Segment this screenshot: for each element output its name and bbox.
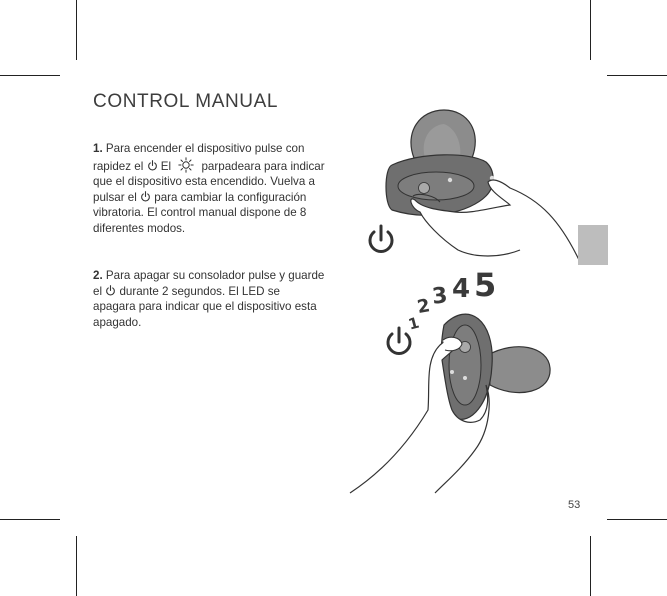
step-1-paragraph xyxy=(93,141,325,237)
crop-mark xyxy=(76,536,77,596)
crop-mark xyxy=(76,0,77,60)
power-icon xyxy=(388,328,410,353)
crop-mark xyxy=(0,75,60,76)
counter-digit: 1 xyxy=(406,313,422,334)
step-1-text: El xyxy=(157,159,175,173)
counter-digit: 3 xyxy=(430,283,449,310)
step-2-number: 2. xyxy=(93,269,103,282)
crop-mark xyxy=(0,519,60,520)
crop-mark xyxy=(590,536,591,596)
counter-digit: 5 xyxy=(474,266,497,304)
step-2-paragraph xyxy=(93,268,325,330)
counter-digit: 2 xyxy=(415,295,432,319)
crop-mark xyxy=(607,75,667,76)
power-icon xyxy=(370,226,392,251)
section-tab xyxy=(578,225,608,265)
device-top xyxy=(386,110,494,215)
step-1-text: parpadeara para indicar que el dispositivo esta encendido. Vuelva a pulsar el xyxy=(93,159,325,204)
counter-digit: 4 xyxy=(452,274,471,304)
power-icon xyxy=(140,191,151,202)
led-light-icon xyxy=(174,157,198,173)
crop-mark xyxy=(607,519,667,520)
device-illustration xyxy=(340,100,590,500)
step-1-number: 1. xyxy=(93,142,103,155)
device-bottom xyxy=(441,314,550,419)
crop-mark xyxy=(590,0,591,60)
page-title: CONTROL MANUAL xyxy=(93,91,279,112)
step-2-text: Para apagar su consolador pulse y guarde el xyxy=(93,269,325,298)
step-2-text: durante 2 segundos. El LED se apagara para indicar que el dispositivo esta apagado. xyxy=(93,284,317,329)
power-icon xyxy=(147,160,158,171)
page-number: 53 xyxy=(568,499,581,511)
step-1-text: para cambiar la configuración vibratoria. El control manual dispone de 8 diferentes modos. xyxy=(93,190,307,235)
step-1-text: Para encender el dispositivo pulse con rapidez el xyxy=(93,142,305,173)
power-icon xyxy=(105,285,116,296)
